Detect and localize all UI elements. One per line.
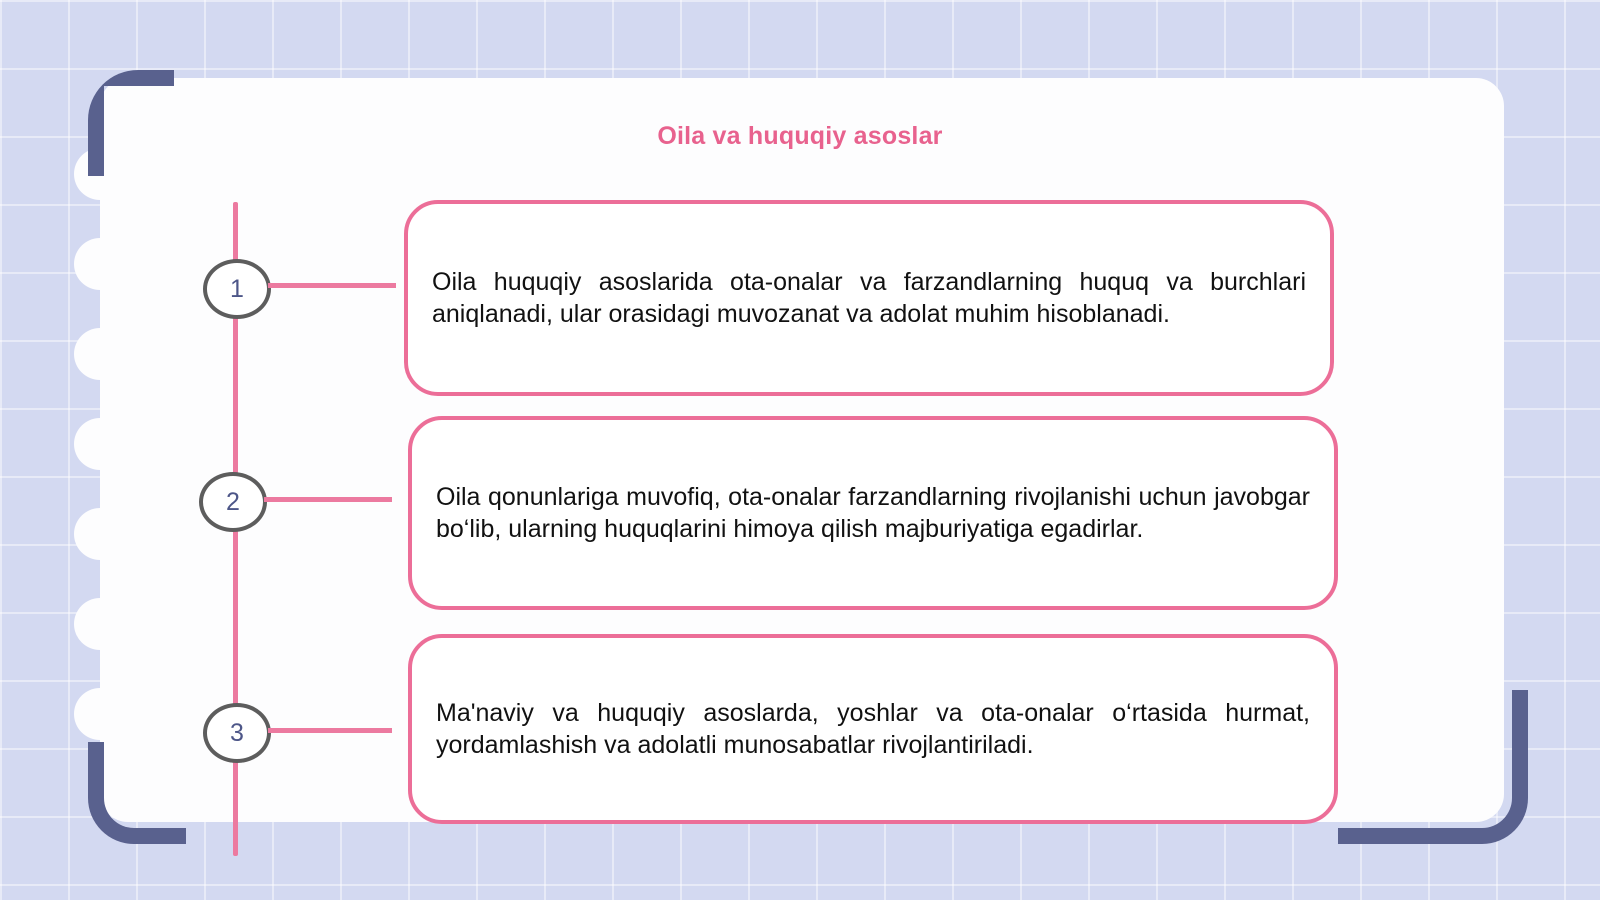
step-text: Ma'naviy va huquqiy asoslarda, yoshlar va ota-onalar o‘rtasida hurmat, yordamlashish va adolatli munosabatlar rivojlantiriladi. [436, 699, 1310, 759]
notebook-scallop [74, 688, 126, 740]
timeline-connector [264, 497, 392, 502]
slide-title: Oila va huquqiy asoslar [657, 122, 943, 150]
step-text-box [404, 200, 1334, 396]
notebook-scallop [74, 418, 126, 470]
step-number-badge: 3 [203, 703, 271, 763]
corner-bracket-bottom-left [88, 742, 186, 844]
step-text: Oila qonunlariga muvofiq, ota-onalar farzandlarning rivojlanishi uchun javobgar bo‘lib, ularning huquqlarini himoya qilish majburiyatiga egadirlar. [436, 483, 1310, 543]
timeline-connector [268, 283, 396, 288]
step-text: Oila huquqiy asoslarida ota-onalar va farzandlarning huquq va burchlari aniqlanadi, ular orasidagi muvozanat va adolat muhim hisoblanadi. [432, 268, 1306, 328]
corner-bracket-bottom-right [1338, 690, 1528, 844]
timeline-connector [268, 728, 392, 733]
notebook-scallop [74, 508, 126, 560]
notebook-scallop [74, 238, 126, 290]
notebook-scallop [74, 598, 126, 650]
step-text-box [408, 634, 1338, 824]
notebook-scallop [74, 328, 126, 380]
step-number-badge: 2 [199, 472, 267, 532]
step-number-badge: 1 [203, 259, 271, 319]
step-text-box [408, 416, 1338, 610]
